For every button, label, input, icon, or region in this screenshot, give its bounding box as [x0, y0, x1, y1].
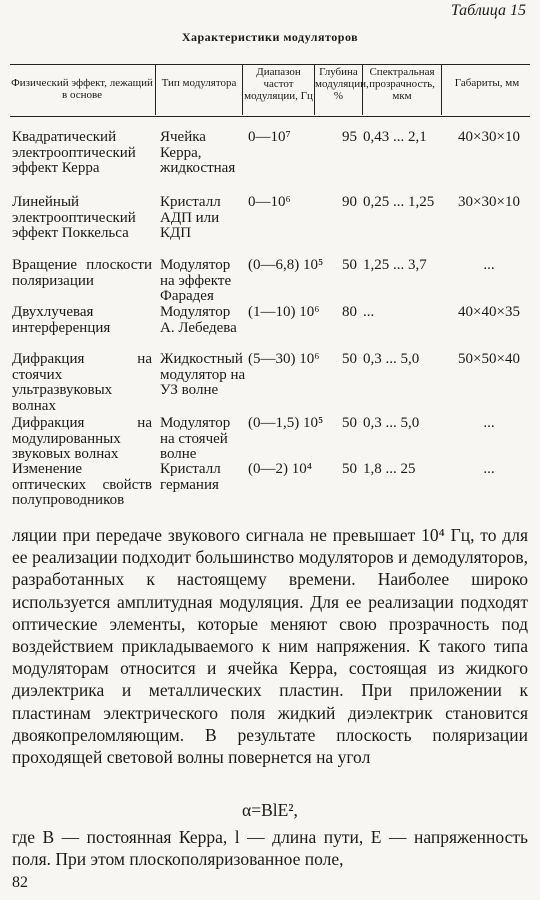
cell-depth: 80 [342, 304, 357, 320]
cell-depth: 50 [342, 461, 357, 477]
cell-type: Модулятор А. Лебедева [160, 304, 237, 336]
cell-effect: Дифракция на стоячих ультразвуковых волнах [12, 351, 152, 414]
cell-effect: Изменение оптических свойств полупроводников [12, 461, 152, 508]
table-title: Характеристики модуляторов [181, 30, 359, 44]
cell-type: Кристалл германия [160, 461, 221, 493]
cell-range: (5—30) 10⁶ [248, 351, 320, 367]
cell-size: 40×30×10 [458, 129, 520, 145]
cell-effect: Квадратический электрооптический эффект Керра [12, 129, 136, 176]
cell-type: Жидкостный модулятор на УЗ волне [160, 351, 246, 398]
header-type: Тип модулятора [161, 77, 237, 89]
cell-effect: Линейный электрооптический эффект Поккельса [12, 194, 136, 241]
cell-type: Модулятор на эффекте Фарадея [160, 257, 232, 304]
cell-depth: 90 [342, 194, 357, 210]
formula: α=BlE², [242, 800, 298, 820]
header-spectral: Спектральная прозрачность, мкм [369, 66, 435, 102]
cell-spectral: 1,8 ... 25 [363, 461, 416, 477]
cell-size: 30×30×10 [458, 194, 520, 210]
cell-type: Модулятор на стоячей волне [160, 415, 231, 462]
cell-size: ... [483, 257, 495, 273]
table-top-rule [10, 64, 530, 65]
cell-range: (0—2) 10⁴ [248, 461, 312, 477]
cell-spectral: 0,25 ... 1,25 [363, 194, 435, 210]
cell-size: ... [483, 461, 495, 477]
cell-effect: Дифракция на модулированных звуковых волнах [12, 415, 152, 462]
cell-spectral: 0,3 ... 5,0 [363, 351, 420, 367]
cell-size: 40×40×35 [458, 304, 520, 320]
cell-depth: 95 [342, 129, 357, 145]
header-depth: Глубина модуляции, % [315, 66, 369, 102]
header-effect: Физический эффект, лежащий в основе [11, 77, 153, 101]
cell-effect: Двухлучевая интерференция [12, 304, 111, 336]
body-paragraph: ляции при передаче звукового сигнала не превышает 10⁴ Гц, то для ее реализации подходит большинство модуляторов и демодуляторов, разработанных к настоящему времени. Наиболее широко используется амплитудная модуляция. Для ее реализации подходят оптические элементы, которые меняют свою прозрачность под воздействием прикладываемого к ним напряжения. К такого типа модуляторам относится и ячейка Керра, состоящая из жидкого диэлектрика и металлических пластин. При приложении к пластинам электрического поля жидкий диэлектрик становится двоякопреломляющим. В результате плоскость поляризации проходящей световой волны повернется на угол [12, 525, 528, 768]
column-divider [441, 65, 442, 115]
cell-range: (0—1,5) 10⁵ [248, 415, 324, 431]
cell-spectral: ... [363, 304, 375, 320]
cell-effect: Вращение плоскости поляризации [12, 257, 152, 289]
cell-range: (1—10) 10⁶ [248, 304, 320, 320]
cell-range: 0—10⁷ [248, 129, 291, 145]
cell-range: (0—6,8) 10⁵ [248, 257, 324, 273]
cell-size: ... [483, 415, 495, 431]
cell-depth: 50 [342, 415, 357, 431]
page-number: 82 [12, 874, 28, 891]
cell-spectral: 0,43 ... 2,1 [363, 129, 427, 145]
table-header-rule [10, 116, 530, 117]
cell-type: Кристалл АДП или КДП [160, 194, 221, 241]
cell-spectral: 0,3 ... 5,0 [363, 415, 420, 431]
cell-type: Ячейка Керра, жидкостная [160, 129, 236, 176]
cell-spectral: 1,25 ... 3,7 [363, 257, 427, 273]
table-number: Таблица 15 [450, 2, 526, 19]
body-paragraph: где B — постоянная Керра, l — длина пути, E — напряженность поля. При этом плоскополяризованное поле, [12, 827, 528, 870]
column-divider [155, 65, 156, 115]
cell-depth: 50 [342, 257, 357, 273]
header-size: Габариты, мм [454, 77, 520, 89]
header-range: Диапазон частот модуляции, Гц [244, 66, 313, 102]
cell-range: 0—10⁶ [248, 194, 291, 210]
cell-depth: 50 [342, 351, 357, 367]
cell-size: 50×50×40 [458, 351, 520, 367]
